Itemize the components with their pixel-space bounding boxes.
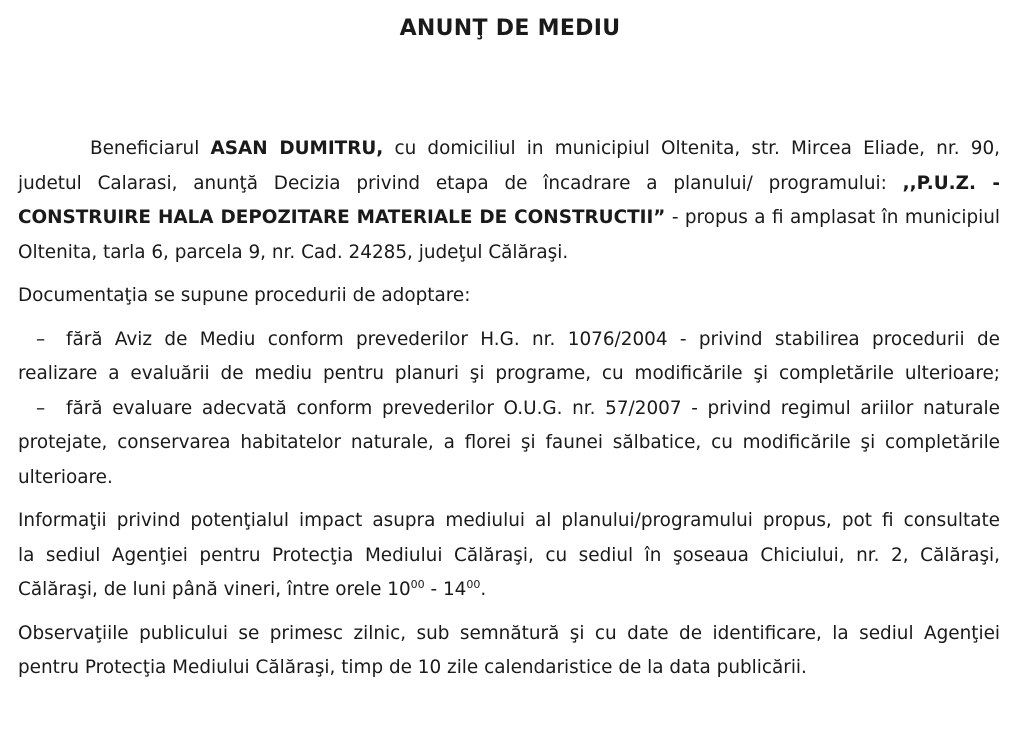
text-span: cu domiciliul in municipiul Oltenita, str. Mircea Eliade, nr. 90, — [383, 138, 1000, 159]
text-line: ulterioare. — [18, 466, 113, 488]
text-line — [18, 201, 1000, 236]
text-line: realizare a evaluării de mediu pentru planuri şi programe, cu modificările şi completările ulterioare; — [18, 363, 1000, 384]
text-line: la sediul Agenţiei pentru Protecţia Mediului Călăraşi, cu sediul în şoseaua Chiciului, nr. 2, Călăraşi, — [18, 544, 1000, 566]
text-span: Beneficiarul — [90, 138, 211, 159]
dash-marker: – — [36, 397, 46, 419]
beneficiary-name: ASAN DUMITRU, — [210, 138, 384, 159]
list-item — [18, 392, 1000, 427]
paragraph-information — [18, 504, 1000, 608]
text-span: fără evaluare adecvată conform prevederilor O.U.G. nr. 57/2007 - privind regimul ariilor naturale — [66, 397, 1000, 419]
hour-superscript: 00 — [410, 578, 425, 591]
text-span: . — [480, 579, 487, 600]
text-span: - 14 — [424, 579, 467, 600]
text-line: Oltenita, tarla 6, parcela 9, nr. Cad. 24285, judeţul Călăraşi. — [18, 241, 569, 263]
text-span: Călăraşi, de luni până vineri, între orele 10 — [18, 579, 411, 600]
paragraph-observations — [18, 617, 1000, 686]
bullet-list — [18, 323, 1000, 496]
text-span: fără Aviz de Mediu conform prevederilor H.G. nr. 1076/2004 - privind stabilirea procedurii de — [66, 328, 1000, 350]
document-body — [18, 132, 1000, 686]
dash-marker: – — [36, 328, 46, 350]
text-span: - propus a fi amplasat în municipiul — [665, 207, 1000, 228]
text-line: Observaţiile publicului se primesc zilnic, sub semnătură şi cu date de identificare, la sediul Agenţiei — [18, 622, 1000, 644]
text-line — [18, 132, 1000, 167]
project-title-start: ,,P.U.Z. - — [902, 172, 1000, 194]
text-line: Informaţii privind potenţialul impact asupra mediului al planului/programului propus, pot fi consultate — [18, 510, 1000, 531]
text-span: judetul Calarasi, anunţă Decizia privind etapa de încadrare a planului/ programului: — [18, 172, 903, 194]
text-line: protejate, conservarea habitatelor naturale, a florei şi faunei sălbatice, cu modificările şi completările — [18, 432, 1000, 453]
text-line: pentru Protecţia Mediului Călăraşi, timp de 10 zile calendaristice de la data publicării. — [18, 657, 807, 678]
list-item — [18, 323, 1000, 358]
hour-superscript: 00 — [466, 578, 481, 591]
text-line — [18, 167, 1000, 202]
project-title-end: CONSTRUIRE HALA DEPOZITARE MATERIALE DE CONSTRUCTII” — [18, 207, 666, 228]
document-title: ANUNŢ DE MEDIU — [399, 16, 621, 41]
paragraph-announcement — [18, 132, 1000, 270]
paragraph-procedure: Documentaţia se supune procedurii de adoptare: — [18, 285, 471, 306]
text-line — [18, 573, 1000, 608]
